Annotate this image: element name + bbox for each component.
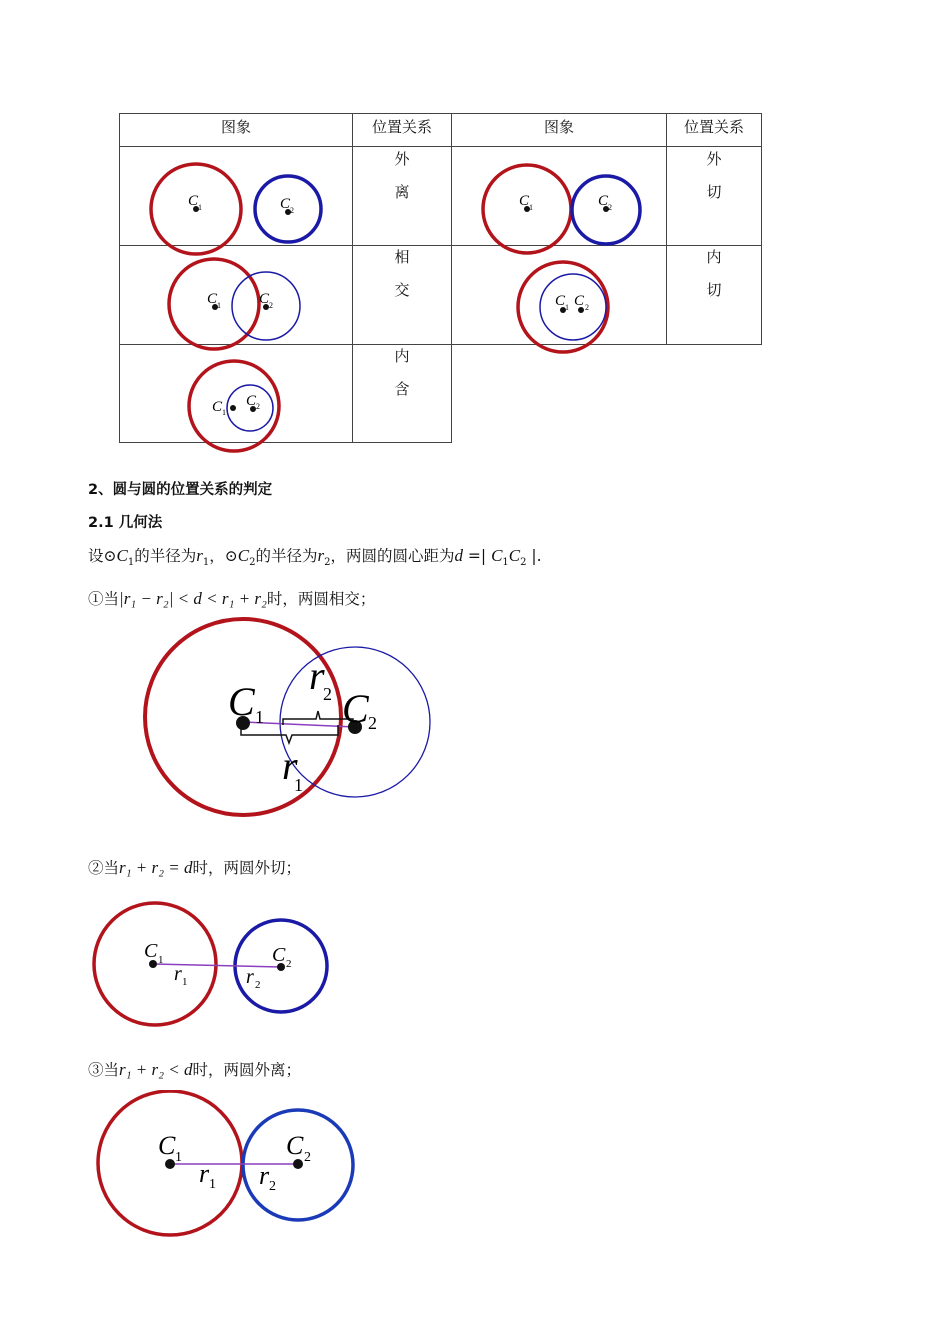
label-c1: C xyxy=(188,193,199,209)
label-r2: r xyxy=(309,653,325,698)
label-sub2: 2 xyxy=(323,684,332,704)
text: ，两圆的圆心距为 xyxy=(330,547,455,565)
label-sub2: 2 xyxy=(286,958,292,970)
sub: 2 xyxy=(324,557,331,569)
text: 设⊙ xyxy=(88,547,117,565)
symbol-r1: r xyxy=(196,546,203,565)
case-prefix: ①当 xyxy=(88,590,120,608)
text: |. xyxy=(526,547,542,565)
text: =| xyxy=(462,547,492,565)
sub: 1 xyxy=(202,557,210,569)
label-c2: C xyxy=(259,291,270,307)
case-suffix: 时，两圆相交； xyxy=(266,590,376,608)
label-sub1: 1 xyxy=(294,775,303,795)
label-sub2: 2 xyxy=(585,303,589,312)
case-suffix: 时，两圆外切； xyxy=(192,859,302,877)
label-sub1: 1 xyxy=(222,408,226,417)
symbol-c1: C xyxy=(116,546,128,565)
label-sub2: 2 xyxy=(269,1179,276,1194)
figure-contain xyxy=(189,361,279,451)
relation-char: 离 xyxy=(394,183,410,201)
label-sub1: 1 xyxy=(198,203,202,212)
label-c2: C xyxy=(246,393,257,409)
relation-char: 内 xyxy=(394,347,410,365)
case-2-line xyxy=(88,856,301,878)
label-sub1: 1 xyxy=(175,1150,182,1165)
symbol-c2: C xyxy=(237,546,250,565)
label-c1: C xyxy=(144,940,158,962)
label-c1: C xyxy=(228,679,255,724)
case-condition: |r₁ − r₂| < d < r₁ + r₂ xyxy=(119,589,267,608)
relation-char: 切 xyxy=(706,183,722,201)
label-c2: C xyxy=(280,196,291,212)
label-c1: C xyxy=(519,193,530,209)
figure-intersect xyxy=(169,259,300,349)
label-c2: C xyxy=(574,293,585,309)
sub: 1 xyxy=(127,557,135,569)
header-image: 图象 xyxy=(543,118,574,136)
relation-char: 交 xyxy=(394,281,410,299)
definition-paragraph xyxy=(88,544,542,568)
label-c2: C xyxy=(272,944,286,966)
table-figures xyxy=(0,0,950,460)
sub: 1 xyxy=(502,557,509,569)
label-sub1: 1 xyxy=(565,303,569,312)
sub: 2 xyxy=(249,557,256,569)
label-sub1: 1 xyxy=(182,976,188,988)
figure-internal-tangent xyxy=(518,262,608,352)
relation-char: 切 xyxy=(706,281,722,299)
label-sub2: 2 xyxy=(608,203,612,212)
relation-char: 外 xyxy=(394,150,410,168)
text: 的半径为 xyxy=(134,547,197,565)
label-sub2: 2 xyxy=(368,713,377,733)
label-sub1: 1 xyxy=(209,1177,216,1192)
label-sub1: 1 xyxy=(217,301,221,310)
label-sub1: 1 xyxy=(255,707,264,727)
label-c1: C xyxy=(158,1131,176,1160)
label-r2: r xyxy=(246,966,254,988)
label-r1: r xyxy=(199,1159,210,1188)
figure-external-tangent xyxy=(483,165,640,253)
section-heading: 2、圆与圆的位置关系的判定 xyxy=(88,482,273,498)
label-sub1: 1 xyxy=(158,954,164,966)
label-c1: C xyxy=(207,291,218,307)
case-prefix: ③当 xyxy=(88,1061,120,1079)
symbol-r2: r xyxy=(317,546,325,565)
label-c2: C xyxy=(598,193,609,209)
label-c2: C xyxy=(342,686,369,731)
header-relation: 位置关系 xyxy=(371,118,432,136)
label-sub2: 2 xyxy=(290,206,294,215)
label-r2: r xyxy=(259,1161,270,1190)
label-r1: r xyxy=(282,743,298,788)
symbol-c2: C xyxy=(508,546,521,565)
relation-char: 相 xyxy=(394,248,410,266)
label-r1: r xyxy=(174,963,182,985)
label-c2: C xyxy=(286,1131,304,1160)
figure-separate xyxy=(151,164,321,254)
label-sub2: 2 xyxy=(269,301,273,310)
symbol-d: d xyxy=(454,546,463,565)
case-condition: r₁ + r₂ = d xyxy=(119,858,193,877)
center-c1 xyxy=(165,1159,175,1169)
figure-intersect-large xyxy=(0,605,950,830)
figure-separate-large xyxy=(0,1090,950,1240)
sub: 2 xyxy=(520,557,527,569)
relation-char: 含 xyxy=(394,380,410,398)
label-sub1: 1 xyxy=(529,203,533,212)
header-image: 图象 xyxy=(220,118,251,136)
case-3-line xyxy=(88,1058,301,1080)
label-c1: C xyxy=(555,293,566,309)
symbol-c1: C xyxy=(491,546,503,565)
circle-c2 xyxy=(540,274,606,340)
figure-external-tangent-large xyxy=(0,900,950,1030)
brace-r1 xyxy=(241,725,338,743)
case-condition: r₁ + r₂ < d xyxy=(119,1060,193,1079)
label-sub2: 2 xyxy=(256,402,260,411)
case-prefix: ②当 xyxy=(88,859,120,877)
label-sub2: 2 xyxy=(255,979,261,991)
relation-char: 内 xyxy=(706,248,722,266)
text: ，⊙ xyxy=(209,547,238,565)
text: 的半径为 xyxy=(255,547,318,565)
label-c1: C xyxy=(212,399,223,415)
relation-char: 外 xyxy=(706,150,722,168)
label-sub2: 2 xyxy=(304,1150,311,1165)
section-subheading: 2.1 几何法 xyxy=(88,515,163,531)
case-suffix: 时，两圆外离； xyxy=(192,1061,302,1079)
header-relation: 位置关系 xyxy=(683,118,744,136)
center-c1 xyxy=(230,405,236,411)
center-c2 xyxy=(293,1159,303,1169)
